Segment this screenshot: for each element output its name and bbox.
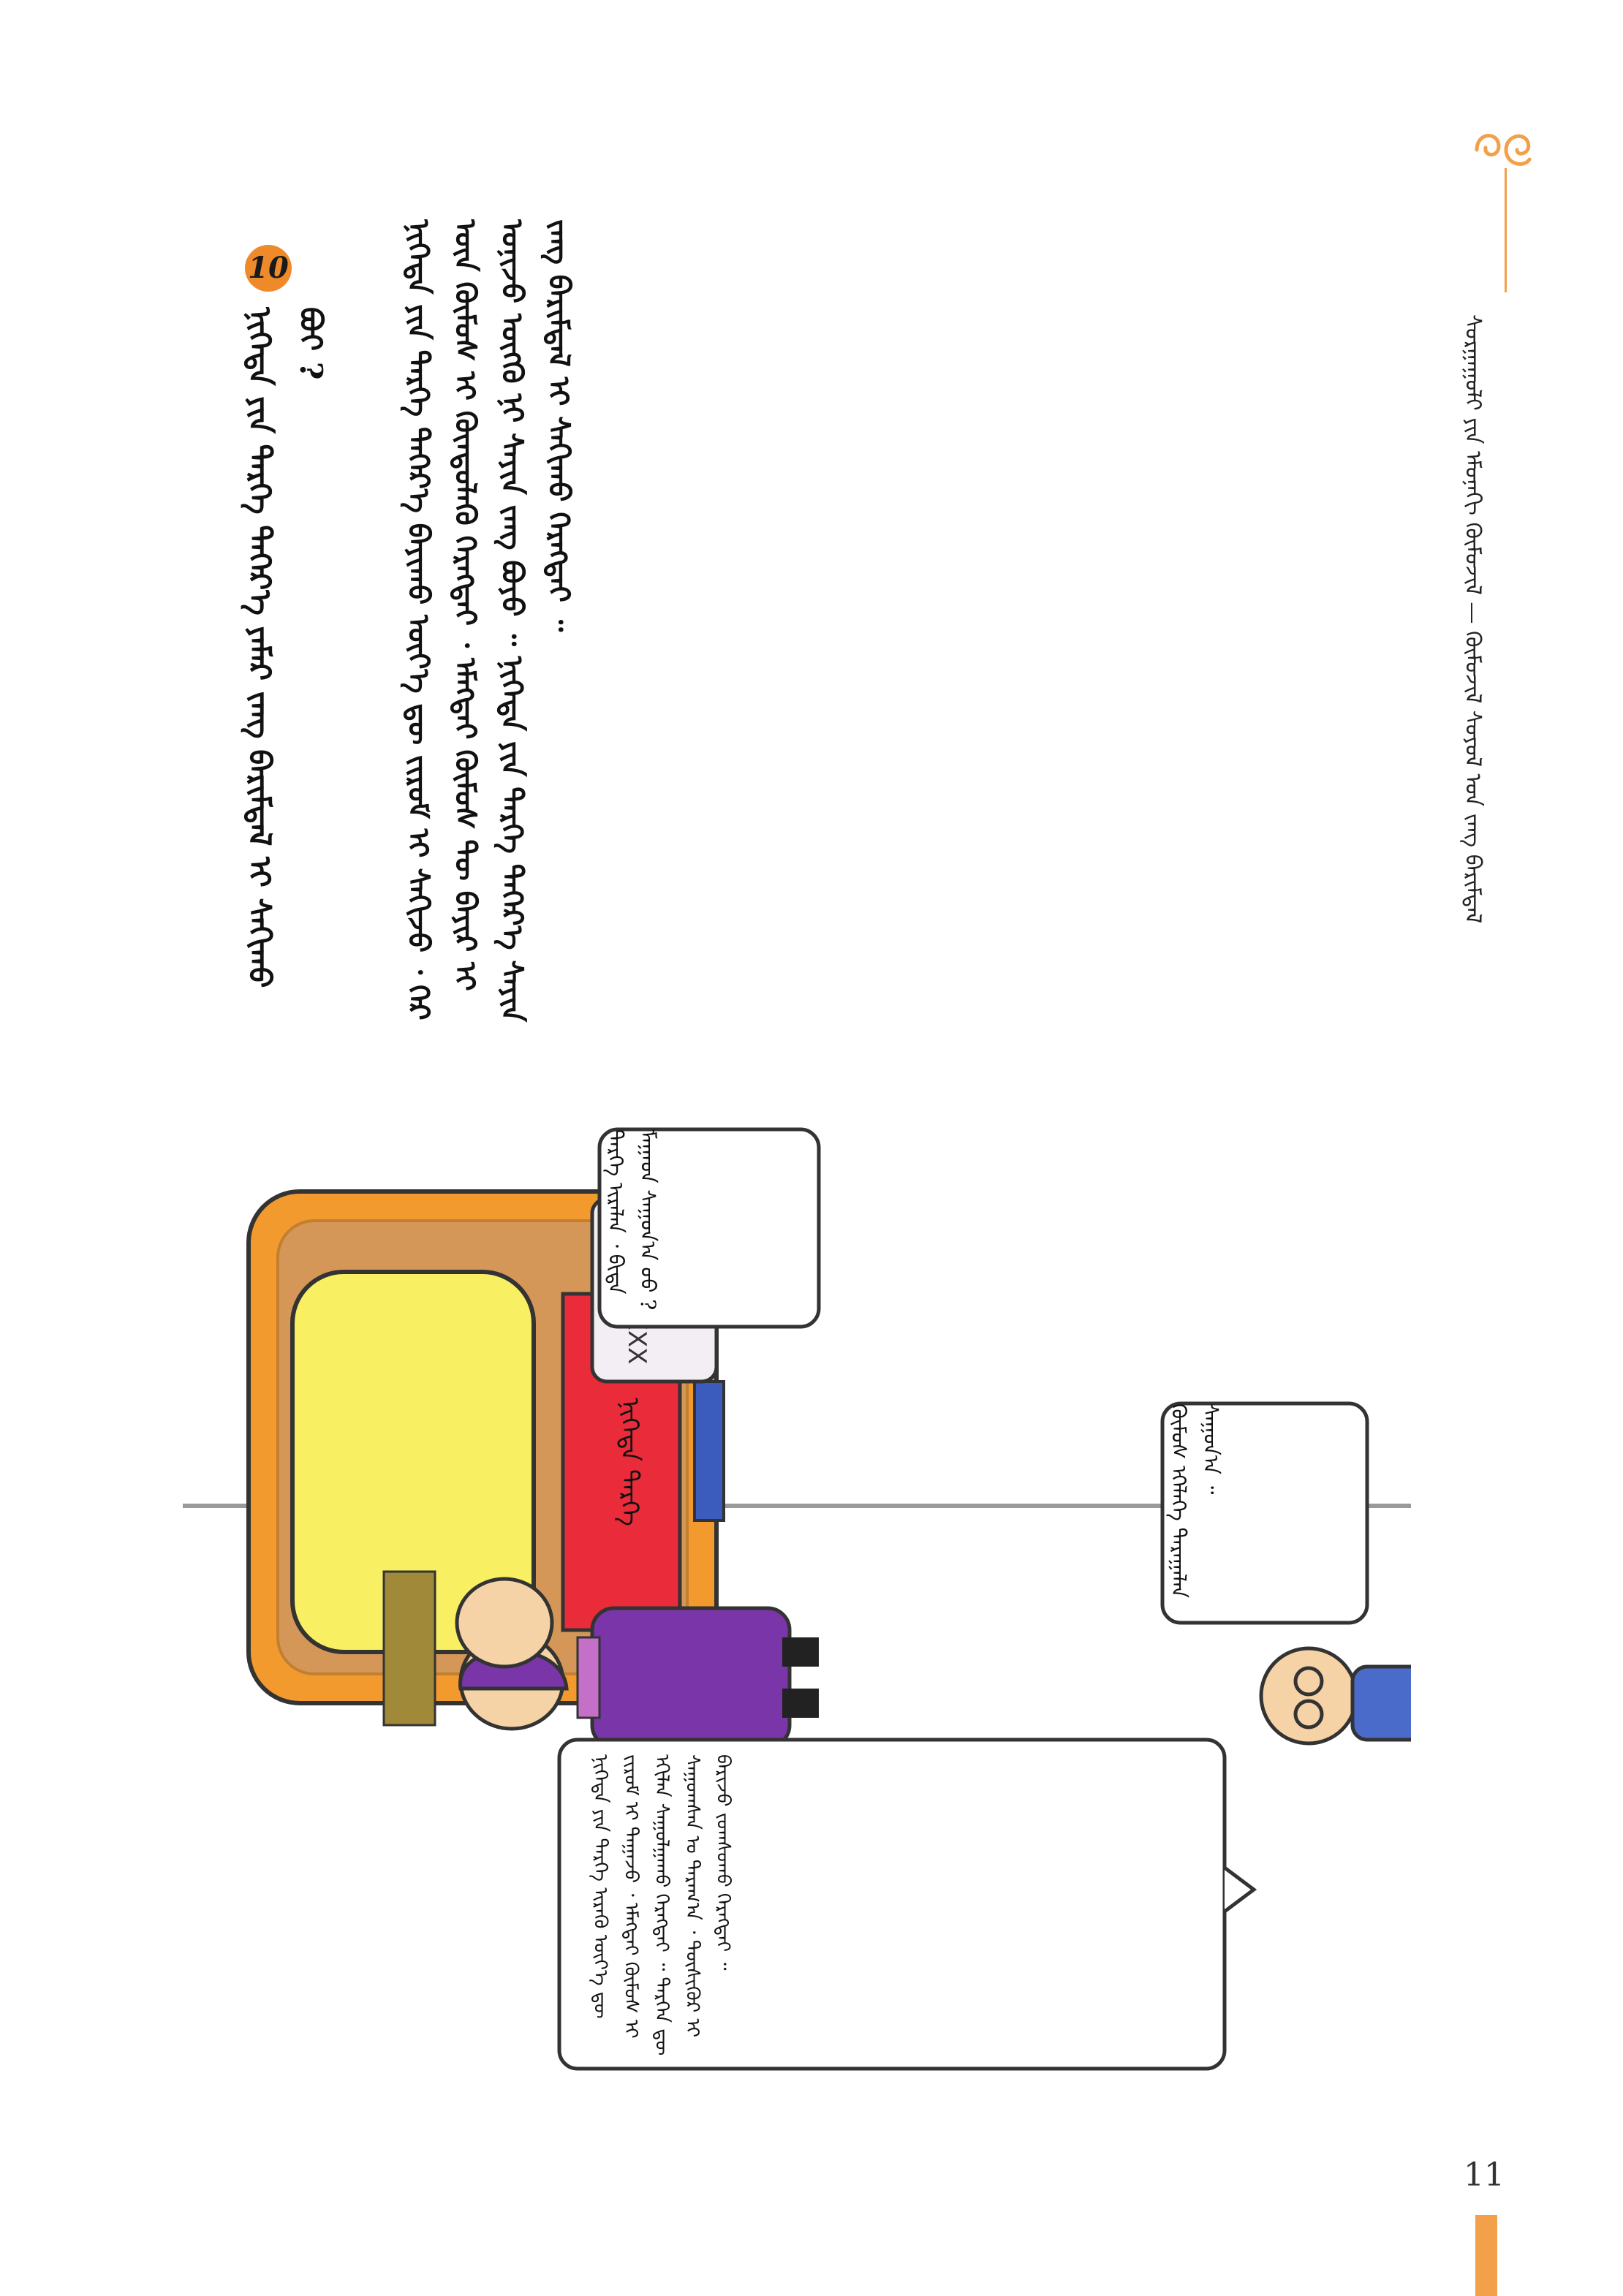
speech-bubble-bottom-text: ᠨᠢᠭᠡᠲᠡ ᠶᠢᠨ ᠲᠡᠷᠭᠡ ᠢᠷᠡᠬᠦ ᠦᠶ᠎ᠡ ᠳᠦ ᠵᠢᠷᠤᠮ ᠢ ᠳᠠᠭᠠᠵᠤ ᠂ ᠡᠮᠡᠭᠲᠡᠢ ᠬᠦᠮᠦᠰ ᠢ ᠡᠬᠢᠯᠡᠨ ᠰᠠᠭᠤᠯᠭᠠᠬᠤ ᠬᠡᠷᠡᠭᠲᠡᠢ ᠃ ᠲᠡᠷᠭᠡᠨ ᠳᠦ ᠰᠠᠭᠤᠭᠰᠠᠨ ᠤ ᠳᠠᠷᠠᠭ᠎ᠠ ᠂ ᠲᠦᠰᠢᠭᠦᠷ ᠢ ᠪᠠᠷᠢᠵᠤ ᠵᠣᠭᠰᠤᠬᠤ ᠬᠡᠷᠡᠭᠲᠡᠢ ᠃: [589, 1754, 734, 2056]
footer-accent-bar: [1475, 2215, 1497, 2296]
speech-bubble-middle-text: ᠬᠦᠮᠦᠰ ᠡᠬᠡᠯᠡᠭᠡ ᠳᠠᠷᠠᠭᠠᠯᠠᠨ ᠰᠠᠭᠤᠨ᠎ᠠ ᠃: [1167, 1403, 1223, 1599]
speech-bubble-top-text: ᠲᠡᠷᠭᠡ ᠢᠷᠡᠯᠡᠡ ᠂ ᠪᠢᠳᠡ ᠮᠠᠭᠠᠳ ᠰᠠᠭᠤᠨ᠎ᠠ ᠤᠤ ?: [604, 1129, 660, 1311]
bus-sign-text: ᠨᠢᠭᠡᠲᠡ ᠲᠡᠷᠭᠡ: [615, 1398, 644, 1526]
header-rule: [1505, 168, 1507, 292]
running-header: ᠰᠤᠷᠭᠠᠭᠤᠯᠢ ᠶᠢᠨ ᠡᠮᠦᠨᠡᠬᠢ ᠬᠦᠮᠦᠵᠢᠯ — ᠬᠦᠮᠦᠵᠢᠯ ᠰᠤᠶᠤᠯ ᠤᠨ ᠵᠠᠩ ᠪᠠᠷᠢᠮᠳᠠᠯ: [1460, 314, 1486, 924]
question-text: ᠨᠢᠭᠡᠲᠡ ᠶᠢᠨ ᠲᠡᠷᠭᠡ ᠳᠡᠭᠡᠷ᠎ᠡ ᠶᠠᠮᠠᠷ ᠵᠠᠩ ᠪᠠᠷᠢᠮᠳᠠᠯ ᠢ ᠰᠠᠬᠢᠬᠤ ᠪᠤᠢ ?: [242, 307, 329, 988]
boy-orange-robe-icon: [457, 1579, 552, 1667]
page-number: 11: [1464, 2156, 1505, 2194]
body-paragraph: ᠨᠢᠭᠡᠲᠡ ᠶᠢᠨ ᠲᠡᠷᠭᠡ ᠳᠡᠭᠡᠷ᠎ᠡ ᠪᠠᠶᠢᠬᠤ ᠦᠶ᠎ᠡ ᠳᠦ ᠵᠢᠷᠤᠮ ᠢ ᠰᠠᠬᠢᠵᠤ ᠂ ᠭᠡᠷ ᠦᠨ ᠬᠦᠮᠦᠰ ᠢ ᠬᠦᠨᠳᠦᠯᠡᠬᠦ ᠬᠡᠷᠡᠭᠲᠡᠢ ᠂ ᠡᠮᠡᠭᠲᠡᠢ ᠬᠦᠮᠦᠰ ᠲᠦ ᠪᠠᠶᠢᠷ ᠢ ᠤᠨᠢᠵᠤ ᠦᠭᠬᠦ ᠨᠢ ᠰᠠᠶᠢᠨ ᠵᠠᠩ ᠪᠤᠶᠤ ᠃ ᠨᠢᠭᠡᠲᠡ ᠶᠢᠨ ᠲᠡᠷᠭᠡ ᠳᠡᠭᠡᠷ᠎ᠡ ᠰᠠᠶᠢᠨ ᠵᠠᠩ ᠪᠠᠷᠢᠮᠳᠠᠯ ᠢ ᠰᠠᠬᠢᠬᠤ ᠬᠡᠷᠡᠭᠲᠡᠢ ᠃: [401, 219, 576, 1023]
question-number-badge: 10: [245, 245, 292, 292]
boy-with-glasses-icon: [1261, 1648, 1411, 1743]
